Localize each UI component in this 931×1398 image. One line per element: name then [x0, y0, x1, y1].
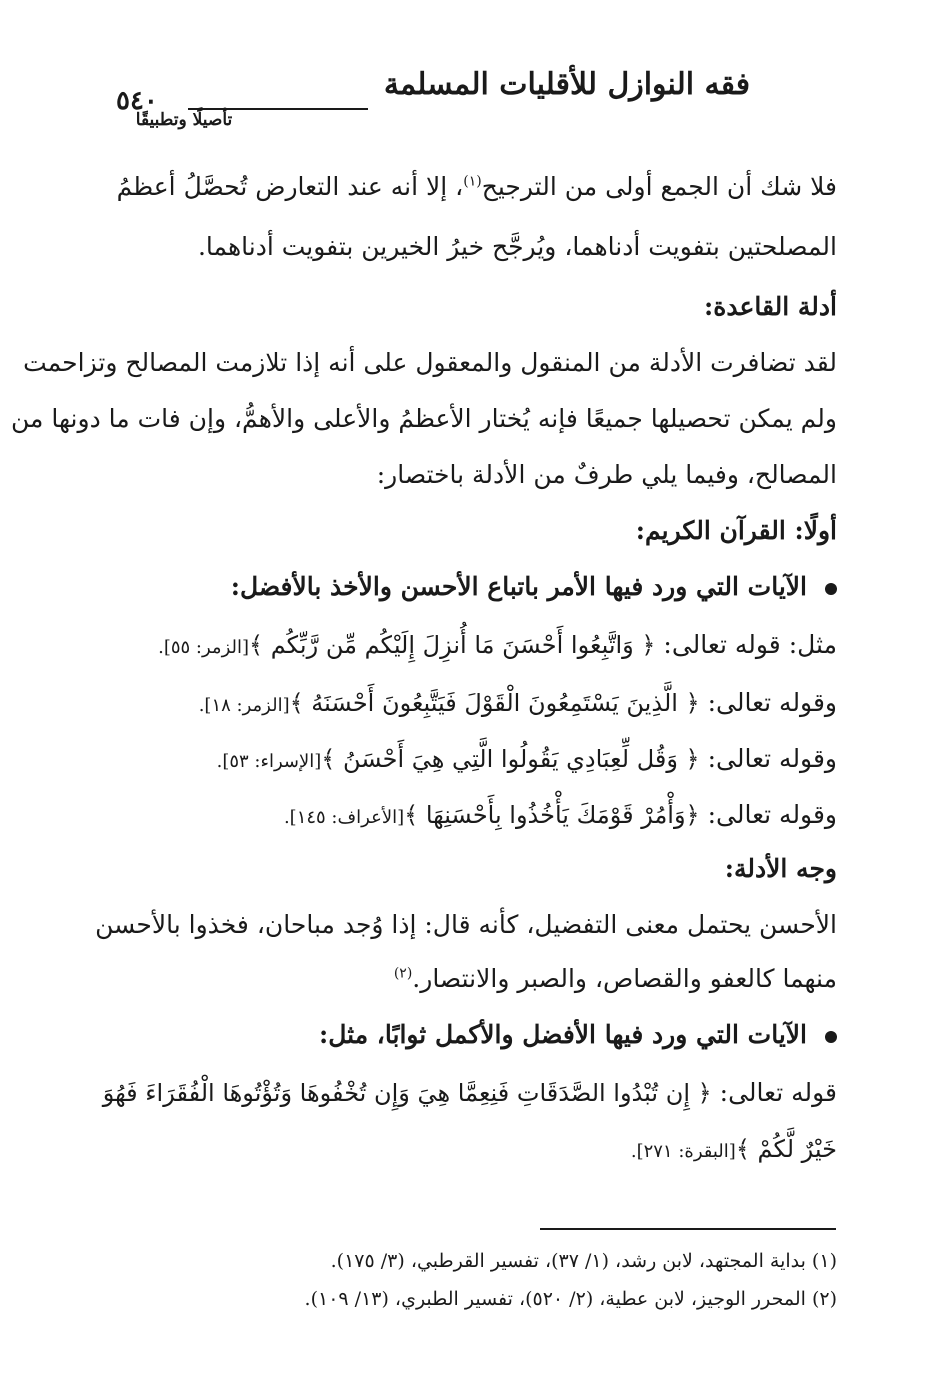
verse-line [67, 688, 837, 717]
body-line [67, 172, 837, 201]
quran-verse: ﴿ إِن تُبْدُوا الصَّدَقَاتِ فَنِعِمَّا هِيَ وَإِن تُخْفُوهَا وَتُؤْتُوهَا الْفُقَرَاءَ فَهُوَ [102, 1079, 712, 1107]
body-line: ولم يمكن تحصيلها جميعًا فإنه يُختار الأعظمُ والأعلى والأهمُّ، وإن فات ما دونها من [11, 404, 837, 433]
quran-verse: ﴿ وَقُل لِّعِبَادِي يَقُولُوا الَّتِي هِيَ أَحْسَنُ ﴾ [321, 745, 700, 773]
footnote-marker: (١) [463, 173, 482, 190]
verse-reference: [البقرة: ٢٧١]. [630, 1141, 736, 1162]
verse-intro: وقوله تعالى: [707, 800, 837, 829]
text-run: منهما كالعفو والقصاص، والصبر والانتصار. [412, 964, 837, 993]
bullet-item [67, 572, 837, 601]
quran-verse: ﴿ الَّذِينَ يَسْتَمِعُونَ الْقَوْلَ فَيَتَّبِعُونَ أَحْسَنَهُ ﴾ [289, 689, 700, 717]
footnote: (١) بداية المجتهد، لابن رشد، (١/ ٣٧)، تفسير القرطبي، (٣/ ١٧٥). [330, 1250, 837, 1272]
bullet-icon [825, 583, 837, 595]
verse-line [67, 630, 837, 659]
book-subtitle: تأصيلًا وتطبيقًا [135, 110, 233, 130]
quran-verse: خَيْرٌ لَّكُمْ ﴾ [735, 1135, 837, 1163]
bullet-text: الآيات التي ورد فيها الأفضل والأكمل ثوابًا، مثل: [319, 1020, 807, 1049]
body-line: الأحسن يحتمل معنى التفضيل، كأنه قال: إذا وُجد مباحان، فخذوا بالأحسن [95, 910, 837, 939]
page-number: ٥٤٠ [116, 86, 158, 116]
section-heading: وجه الأدلة: [724, 854, 837, 883]
bullet-text: الآيات التي ورد فيها الأمر باتباع الأحسن والأخذ بالأفضل: [230, 572, 807, 601]
verse-line [67, 1134, 837, 1163]
verse-intro: وقوله تعالى: [707, 744, 837, 773]
running-title [382, 67, 752, 102]
bullet-item [67, 1020, 837, 1049]
section-heading: أدلة القاعدة: [704, 292, 837, 321]
verse-reference: [الأعراف: ١٤٥]. [283, 807, 405, 828]
quran-verse: ﴿وَأْمُرْ قَوْمَكَ يَأْخُذُوا بِأَحْسَنِهَا ﴾ [404, 801, 700, 829]
verse-line [67, 1078, 837, 1107]
body-line [67, 964, 837, 993]
body-line: لقد تضافرت الأدلة من المنقول والمعقول على أنه إذا تلازمت المصالح وتزاحمت [23, 348, 837, 377]
section-heading: أولًا: القرآن الكريم: [635, 516, 837, 545]
bullet-icon [825, 1031, 837, 1043]
verse-intro: قوله تعالى: [719, 1078, 837, 1107]
text-run: ، إلا أنه عند التعارض تُحصَّلُ أعظمُ [116, 172, 464, 201]
footnote-marker: (٢) [393, 965, 413, 982]
verse-line [67, 744, 837, 773]
footnote-rule [540, 1228, 836, 1230]
verse-reference: [الزمر: ٥٥]. [158, 637, 250, 658]
quran-verse: ﴿ وَاتَّبِعُوا أَحْسَنَ مَا أُنزِلَ إِلَيْكُم مِّن رَّبِّكُم ﴾ [249, 631, 656, 659]
verse-reference: [الإسراء: ٥٣]. [216, 751, 322, 772]
verse-intro: وقوله تعالى: [707, 688, 837, 717]
verse-line [67, 800, 837, 829]
book-title: فقه النوازل للأقليات المسلمة [383, 67, 751, 102]
body-line: المصالح، وفيما يلي طرفٌ من الأدلة باختصار: [376, 460, 837, 489]
verse-intro: مثل: قوله تعالى: [663, 630, 837, 659]
text-run: فلا شك أن الجمع أولى من الترجيح [481, 172, 837, 201]
footnote: (٢) المحرر الوجيز، لابن عطية، (٢/ ٥٢٠)، تفسير الطبري، (١٣/ ١٠٩). [304, 1288, 837, 1310]
body-line: المصلحتين بتفويت أدناهما، ويُرجَّح خيرُ الخيرين بتفويت أدناهما. [197, 232, 837, 261]
verse-reference: [الزمر: ١٨]. [198, 695, 290, 716]
